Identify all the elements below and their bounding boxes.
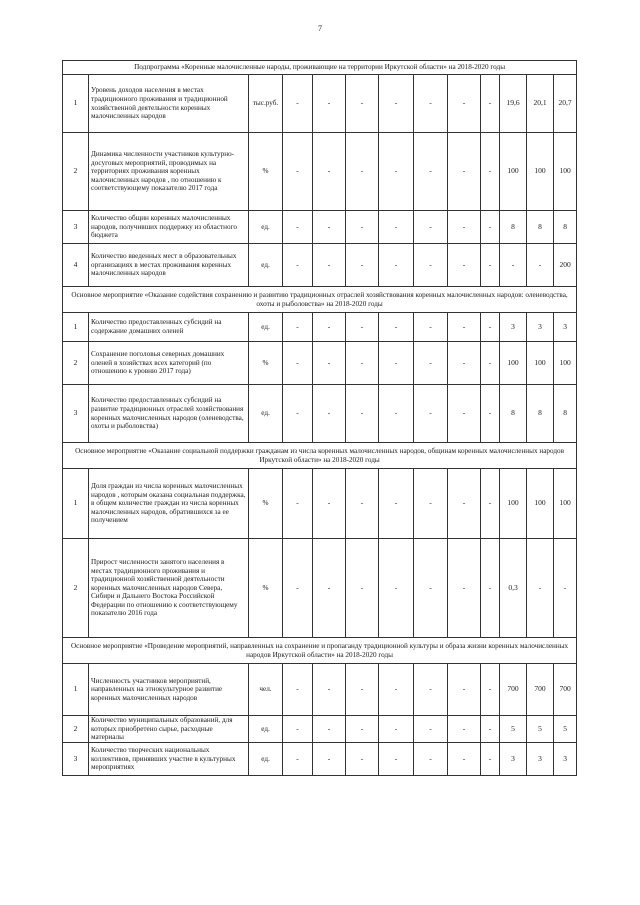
value-cell: - — [554, 539, 577, 638]
value-cell: - — [346, 133, 379, 211]
indicator-name: Динамика численности участников культурно-досуговых мероприятий, проводимых на территориях проживания коренных малочисленных народов , по отношению к соответствующему показателю 2017 года — [89, 133, 249, 211]
indicator-name: Количество предоставленных субсидий на содержание домашних оленей — [89, 313, 249, 342]
indicator-name: Количество общин коренных малочисленных народов, получивших поддержку из областного бюджета — [89, 211, 249, 244]
value-cell: 8 — [554, 385, 577, 443]
indicator-name: Количество творческих национальных коллективов, принявших участие в культурных мероприятиях — [89, 743, 249, 776]
value-cell: - — [313, 385, 346, 443]
indicator-name: Количество введенных мест в образовательных организациях в местах проживания коренных малочисленных народов — [89, 244, 249, 287]
value-cell: - — [346, 313, 379, 342]
value-cell: 700 — [527, 664, 554, 716]
value-cell: - — [283, 313, 313, 342]
value-cell: - — [283, 211, 313, 244]
value-cell: 100 — [554, 133, 577, 211]
row-number: 2 — [63, 539, 89, 638]
table-row — [63, 342, 577, 385]
value-cell: 100 — [554, 342, 577, 385]
value-cell: 100 — [500, 133, 527, 211]
value-cell: 200 — [554, 244, 577, 287]
table-row — [63, 743, 577, 776]
value-cell: - — [346, 342, 379, 385]
value-cell: 100 — [527, 133, 554, 211]
value-cell: - — [346, 75, 379, 133]
indicators-table — [62, 60, 577, 776]
value-cell: - — [283, 342, 313, 385]
section-header-row — [63, 638, 577, 664]
value-cell: - — [414, 385, 448, 443]
value-cell: - — [283, 743, 313, 776]
value-cell: - — [448, 75, 481, 133]
section-header-row — [63, 61, 577, 75]
table-row — [63, 664, 577, 716]
value-cell: - — [283, 133, 313, 211]
unit-cell: ед. — [249, 244, 283, 287]
value-cell: 3 — [527, 313, 554, 342]
value-cell: - — [448, 313, 481, 342]
value-cell: - — [527, 539, 554, 638]
value-cell: - — [346, 743, 379, 776]
value-cell: - — [313, 716, 346, 743]
indicator-name: Сохранение поголовья северных домашних оленей в хозяйствах всех категорий (по отношению к уровню 2017 года) — [89, 342, 249, 385]
value-cell: - — [313, 244, 346, 287]
value-cell: - — [313, 539, 346, 638]
value-cell: - — [448, 664, 481, 716]
value-cell: 100 — [500, 342, 527, 385]
value-cell: - — [313, 664, 346, 716]
value-cell: - — [346, 539, 379, 638]
value-cell: - — [379, 244, 414, 287]
value-cell: 8 — [527, 211, 554, 244]
value-cell: - — [379, 743, 414, 776]
value-cell: - — [414, 211, 448, 244]
row-number: 1 — [63, 75, 89, 133]
value-cell: 3 — [554, 743, 577, 776]
value-cell: 100 — [554, 469, 577, 539]
unit-cell: ед. — [249, 313, 283, 342]
value-cell: - — [500, 244, 527, 287]
value-cell: - — [481, 342, 500, 385]
value-cell: - — [313, 469, 346, 539]
table-row — [63, 211, 577, 244]
value-cell: 5 — [554, 716, 577, 743]
value-cell: - — [414, 244, 448, 287]
table-body — [63, 61, 577, 776]
unit-cell: % — [249, 342, 283, 385]
value-cell: - — [481, 716, 500, 743]
value-cell: - — [283, 664, 313, 716]
value-cell: - — [313, 743, 346, 776]
value-cell: - — [481, 133, 500, 211]
value-cell: - — [448, 716, 481, 743]
value-cell: 100 — [527, 469, 554, 539]
value-cell: - — [313, 211, 346, 244]
table-row — [63, 385, 577, 443]
indicator-name: Количество муниципальных образований, для которых приобретено сырье, расходные материалы — [89, 716, 249, 743]
value-cell: - — [283, 385, 313, 443]
value-cell: - — [448, 244, 481, 287]
page-number: 7 — [318, 24, 322, 33]
value-cell: - — [448, 133, 481, 211]
value-cell: 8 — [554, 211, 577, 244]
table-row — [63, 539, 577, 638]
value-cell: - — [283, 469, 313, 539]
value-cell: - — [379, 211, 414, 244]
value-cell: - — [346, 716, 379, 743]
unit-cell: тыс.руб. — [249, 75, 283, 133]
section-header-row — [63, 287, 577, 313]
unit-cell: ед. — [249, 385, 283, 443]
indicator-name: Доля граждан из числа коренных малочисленных народов , которым оказана социальная поддержка, в общем количестве граждан из числа коренных малочисленных народов, обратившихся за ее получением — [89, 469, 249, 539]
table-row — [63, 244, 577, 287]
value-cell: - — [346, 211, 379, 244]
value-cell: 8 — [527, 385, 554, 443]
value-cell: - — [481, 664, 500, 716]
row-number: 2 — [63, 133, 89, 211]
value-cell: - — [481, 385, 500, 443]
table-row — [63, 313, 577, 342]
value-cell: - — [379, 342, 414, 385]
value-cell: - — [313, 75, 346, 133]
value-cell: 0,3 — [500, 539, 527, 638]
unit-cell: ед. — [249, 716, 283, 743]
indicator-name: Численность участников мероприятий, направленных на этнокультурное развитие коренных малочисленных народов — [89, 664, 249, 716]
unit-cell: ед. — [249, 743, 283, 776]
value-cell: - — [527, 244, 554, 287]
table-row — [63, 75, 577, 133]
value-cell: - — [448, 539, 481, 638]
value-cell: - — [414, 342, 448, 385]
value-cell: - — [283, 244, 313, 287]
value-cell: 5 — [527, 716, 554, 743]
value-cell: 700 — [554, 664, 577, 716]
row-number: 1 — [63, 664, 89, 716]
value-cell: - — [283, 716, 313, 743]
value-cell: - — [414, 539, 448, 638]
value-cell: - — [346, 244, 379, 287]
value-cell: - — [448, 469, 481, 539]
row-number: 1 — [63, 313, 89, 342]
value-cell: - — [283, 75, 313, 133]
value-cell: - — [481, 539, 500, 638]
value-cell: - — [379, 716, 414, 743]
value-cell: - — [414, 664, 448, 716]
value-cell: - — [448, 385, 481, 443]
value-cell: 700 — [500, 664, 527, 716]
value-cell: - — [414, 743, 448, 776]
unit-cell: % — [249, 133, 283, 211]
row-number: 3 — [63, 385, 89, 443]
value-cell: 100 — [500, 469, 527, 539]
value-cell: - — [414, 313, 448, 342]
unit-cell: % — [249, 469, 283, 539]
value-cell: - — [313, 133, 346, 211]
value-cell: - — [481, 244, 500, 287]
value-cell: - — [379, 313, 414, 342]
value-cell: - — [283, 539, 313, 638]
row-number: 3 — [63, 211, 89, 244]
value-cell: 20,1 — [527, 75, 554, 133]
value-cell: 8 — [500, 385, 527, 443]
section-title: Подпрограмма «Коренные малочисленные народы, проживающие на территории Иркутской области» на 2018-2020 годы — [63, 61, 577, 75]
value-cell: - — [346, 469, 379, 539]
value-cell: - — [448, 743, 481, 776]
value-cell: - — [313, 342, 346, 385]
value-cell: 100 — [527, 342, 554, 385]
value-cell: 3 — [527, 743, 554, 776]
value-cell: 3 — [500, 743, 527, 776]
value-cell: - — [414, 469, 448, 539]
value-cell: - — [481, 743, 500, 776]
table-row — [63, 716, 577, 743]
value-cell: - — [379, 539, 414, 638]
value-cell: - — [414, 133, 448, 211]
unit-cell: ед. — [249, 211, 283, 244]
value-cell: - — [448, 211, 481, 244]
value-cell: 8 — [500, 211, 527, 244]
value-cell: - — [379, 75, 414, 133]
indicator-name: Прирост численности занятого населения в местах традиционного проживания и традиционной хозяйственной деятельности коренных малочисленных народов Севера, Сибири и Дальнего Востока Российской Федерации по отношению к соответствующему показателю 2016 года — [89, 539, 249, 638]
table-row — [63, 469, 577, 539]
section-title: Основное мероприятие «Оказание содействия сохранению и развитию традиционных отраслей хозяйствования коренных малочисленных народов: оленеводства, охоты и рыболовства» на 2018-2020 годы — [63, 287, 577, 313]
row-number: 4 — [63, 244, 89, 287]
value-cell: - — [481, 211, 500, 244]
section-header-row — [63, 443, 577, 469]
indicator-name: Количество предоставленных субсидий на развитие традиционных отраслей хозяйствования коренных малочисленных народов (оленеводства, охоты и рыболовства) — [89, 385, 249, 443]
table-row — [63, 133, 577, 211]
value-cell: 20,7 — [554, 75, 577, 133]
value-cell: - — [414, 75, 448, 133]
row-number: 3 — [63, 743, 89, 776]
row-number: 2 — [63, 342, 89, 385]
value-cell: - — [379, 469, 414, 539]
value-cell: - — [448, 342, 481, 385]
unit-cell: % — [249, 539, 283, 638]
value-cell: - — [481, 75, 500, 133]
unit-cell: чел. — [249, 664, 283, 716]
section-title: Основное мероприятие «Оказание социальной поддержки гражданам из числа коренных малочисленных народов, общинам коренных малочисленных народов Иркутской области» на 2018-2020 годы — [63, 443, 577, 469]
value-cell: - — [481, 313, 500, 342]
value-cell: - — [346, 664, 379, 716]
value-cell: - — [346, 385, 379, 443]
value-cell: - — [379, 385, 414, 443]
value-cell: 3 — [500, 313, 527, 342]
value-cell: 19,6 — [500, 75, 527, 133]
value-cell: - — [414, 716, 448, 743]
row-number: 1 — [63, 469, 89, 539]
value-cell: - — [379, 664, 414, 716]
value-cell: - — [313, 313, 346, 342]
indicator-name: Уровень доходов населения в местах традиционного проживания и традиционной хозяйственной деятельности коренных малочисленных народов — [89, 75, 249, 133]
value-cell: 3 — [554, 313, 577, 342]
value-cell: 5 — [500, 716, 527, 743]
section-title: Основное мероприятие «Проведение мероприятий, направленных на сохранение и пропаганду традиционной культуры и образа жизни коренных малочисленных народов Иркутской области» на 2018-2020 годы — [63, 638, 577, 664]
row-number: 2 — [63, 716, 89, 743]
value-cell: - — [379, 133, 414, 211]
value-cell: - — [481, 469, 500, 539]
